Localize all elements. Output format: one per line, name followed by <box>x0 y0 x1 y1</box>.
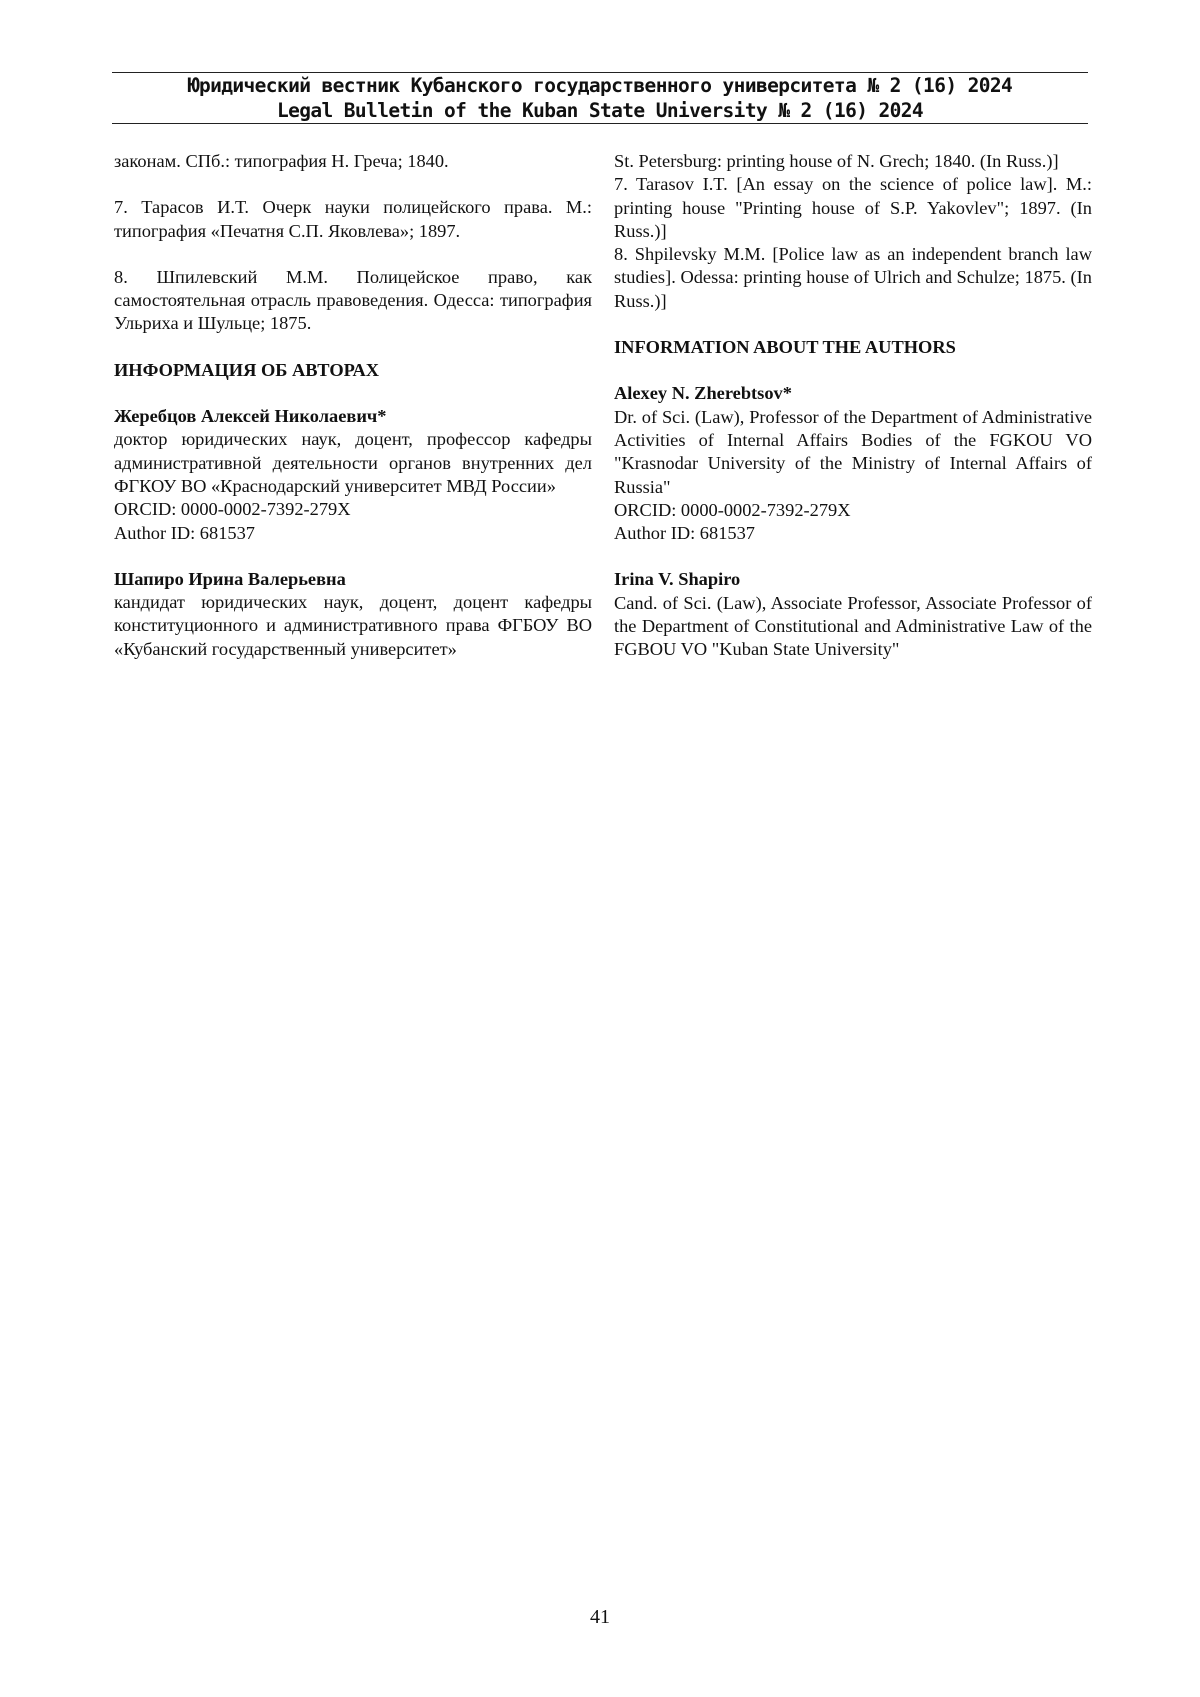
authors-info-heading: INFORMATION ABOUT THE AUTHORS <box>614 337 956 358</box>
author-1-description: доктор юридических наук, доцент, профессор кафедры административной деятельности органов внутренних дел ФГКОУ ВО «Краснодарский университет МВД России» <box>114 429 592 496</box>
spacer <box>614 545 1092 568</box>
reference-8: 8. Shpilevsky M.M. [Police law as an independent branch law studies]. Odessa: printing house of Ulrich and Schulze; 1875. (In Russ.)] <box>614 244 1092 311</box>
spacer <box>614 313 1092 336</box>
author-2-name: Шапиро Ирина Валерьевна <box>114 568 346 589</box>
journal-title-en: Legal Bulletin of the Kuban State University № 2 (16) 2024 <box>276 99 924 122</box>
author-1-orcid: ORCID: 0000-0002-7392-279X <box>114 499 351 520</box>
reference-7: 7. Tarasov I.T. [An essay on the science of police law]. M.: printing house "Printing house of S.P. Yakovlev"; 1897. (In Russ.)] <box>614 174 1092 241</box>
author-1-id: Author ID: 681537 <box>614 523 755 544</box>
author-1-name: Жеребцов Алексей Николаевич* <box>114 406 387 427</box>
spacer <box>114 545 592 568</box>
spacer <box>114 336 592 359</box>
reference-continuation: законам. СПб.: типография Н. Греча; 1840. <box>114 151 449 171</box>
header-bottom-rule <box>112 123 1088 124</box>
page-number: 41 <box>590 1606 610 1628</box>
author-1-description: Dr. of Sci. (Law), Professor of the Department of Administrative Activities of Internal Affairs Bodies of the FGKOU VO "Krasnodar University of the Ministry of Internal Affairs of Russia" <box>614 406 1092 497</box>
right-column-english <box>614 150 1092 662</box>
reference-7: 7. Тарасов И.Т. Очерк науки полицейского права. М.: типография «Печатня С.П. Яковлева»; 1897. <box>114 197 592 241</box>
journal-header <box>112 72 1088 124</box>
author-2-description: кандидат юридических наук, доцент, доцент кафедры конституционного и административного права ФГБОУ ВО «Кубанский государственный университет» <box>114 592 592 659</box>
reference-8: 8. Шпилевский М.М. Полицейское право, как самостоятельная отрасль правоведения. Одесса: типография Ульриха и Шульце; 1875. <box>114 266 592 334</box>
spacer <box>614 359 1092 382</box>
author-2-description: Cand. of Sci. (Law), Associate Professor, Associate Professor of the Department of Constitutional and Administrative Law of the FGBOU VO "Kuban State University" <box>614 592 1092 660</box>
author-1-orcid: ORCID: 0000-0002-7392-279X <box>614 499 851 520</box>
author-1-name: Alexey N. Zherebtsov* <box>614 383 792 404</box>
spacer <box>114 173 592 196</box>
author-2-name: Irina V. Shapiro <box>614 569 741 590</box>
journal-title-ru: Юридический вестник Кубанского государственного университета № 2 (16) 2024 <box>187 74 1013 97</box>
author-1-id: Author ID: 681537 <box>114 522 255 543</box>
reference-continuation: St. Petersburg: printing house of N. Grech; 1840. (In Russ.)] <box>614 151 1059 171</box>
authors-info-heading: ИНФОРМАЦИЯ ОБ АВТОРАХ <box>114 359 380 380</box>
left-column-russian <box>114 150 592 661</box>
spacer <box>114 243 592 266</box>
spacer <box>114 382 592 405</box>
